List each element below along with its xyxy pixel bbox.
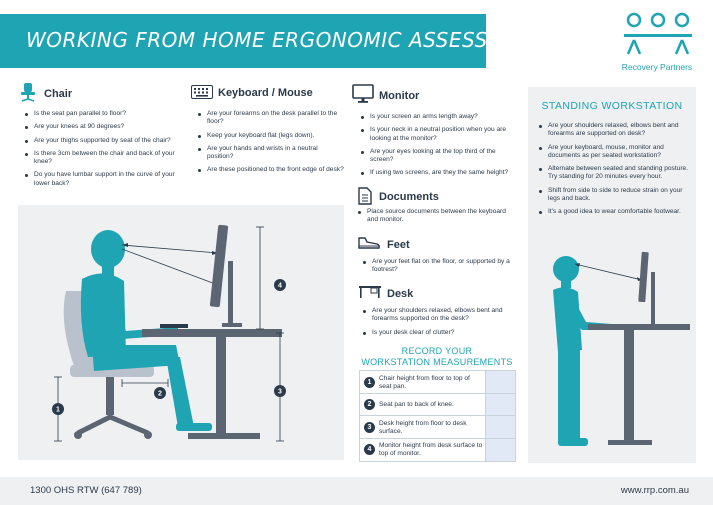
table-row (360, 439, 515, 461)
row-number: 2 (364, 399, 375, 410)
row-number: 4 (364, 444, 375, 455)
desk-icon (358, 285, 382, 299)
desk-heading: Desk (387, 288, 414, 300)
monitor-icon (352, 84, 374, 104)
table-row (360, 394, 515, 416)
chair-heading: Chair (44, 88, 73, 100)
list-item: Is your neck in a neutral position when you are looking at the monitor? (360, 126, 520, 143)
monitor-heading: Monitor (379, 90, 420, 102)
standing-heading: STANDING WORKSTATION (541, 100, 683, 112)
table-row (360, 416, 515, 439)
footer-website[interactable]: www.rrp.com.au (620, 485, 689, 496)
diagram-label-2: 2 (158, 390, 162, 398)
measurements-title-line1: RECORD YOUR (401, 346, 473, 356)
measurement-input[interactable] (485, 439, 515, 461)
page-title: WORKING FROM HOME ERGONOMIC ASSESSMENT (26, 28, 547, 52)
measurement-input[interactable] (485, 371, 515, 393)
list-item: Are your knees at 90 degrees? (24, 123, 192, 131)
list-item: Are your hands and wrists in a neutral position? (197, 145, 345, 162)
list-item: Is the seat pan parallel to floor? (24, 110, 192, 118)
feet-checklist (362, 258, 520, 280)
list-item: Place source documents between the keyboard and monitor. (357, 208, 517, 225)
feet-heading: Feet (387, 239, 410, 251)
document-icon (357, 187, 373, 205)
list-item: If using two screens, are they the same height? (360, 169, 520, 177)
list-item: Keep your keyboard flat (legs down). (197, 132, 345, 140)
row-number: 1 (364, 377, 375, 388)
keyboard-icon (191, 85, 213, 99)
documents-heading: Documents (379, 191, 439, 203)
list-item: It's a good idea to wear comfortable footwear. (538, 208, 690, 216)
list-item: Do you have lumbar support in the curve of your lower back? (24, 171, 192, 188)
measurements-title-line2: WORKSTATION MEASUREMENTS (361, 357, 513, 367)
keyboard-checklist (197, 110, 345, 180)
list-item: Are your shoulders relaxed, elbows bent and forearms supported on the desk? (362, 307, 522, 324)
documents-checklist (357, 208, 517, 230)
list-item: Are these positioned to the front edge of desk? (197, 166, 345, 174)
row-label: Monitor height from desk surface to top of monitor. (379, 442, 483, 457)
list-item: Are your thighs supported by seat of the chair? (24, 137, 192, 145)
footer-phone: 1300 OHS RTW (647 789) (30, 485, 142, 496)
shoe-icon (357, 236, 381, 250)
row-label: Seat pan to back of knee. (379, 401, 454, 408)
list-item: Are your shoulders relaxed, elbows bent and forearms are supported on desk? (538, 122, 690, 139)
desk-checklist (362, 307, 522, 342)
brand-name: Recovery Partners (621, 62, 693, 72)
row-number: 3 (364, 422, 375, 433)
list-item: Is your desk clear of clutter? (362, 329, 522, 337)
measurements-heading (360, 346, 514, 368)
measurements-table (359, 370, 516, 462)
diagram-label-4: 4 (278, 282, 282, 290)
row-label: Chair height from floor to top of seat pan. (379, 375, 470, 390)
list-item: Are your forearms on the desk parallel to the floor? (197, 110, 345, 127)
diagram-label-3: 3 (278, 388, 282, 396)
list-item: Are your eyes looking at the top third of the screen? (360, 148, 520, 165)
measurement-input[interactable] (485, 394, 515, 415)
keyboard-heading: Keyboard / Mouse (218, 87, 313, 99)
monitor-checklist (360, 113, 520, 183)
list-item: Alternate between seated and standing posture. Try standing for 20 minutes every hour. (538, 165, 690, 182)
chair-checklist (24, 110, 192, 193)
standing-checklist (538, 122, 690, 222)
standing-illustration (528, 240, 696, 462)
chair-icon (18, 82, 38, 102)
list-item: Are your feet flat on the floor, or supported by a footrest? (362, 258, 520, 275)
list-item: Are your keyboard, mouse, monitor and documents as per seated workstation? (538, 144, 690, 161)
list-item: Shift from side to side to reduce strain on your legs and back. (538, 187, 690, 204)
diagram-label-1: 1 (56, 406, 60, 414)
list-item: Is your screen an arms length away? (360, 113, 520, 121)
measurement-input[interactable] (485, 416, 515, 438)
list-item: Is there 3cm between the chair and back of your knee? (24, 150, 192, 167)
table-row (360, 371, 515, 394)
seated-illustration (18, 205, 344, 460)
row-label: Desk height from floor to desk surface. (379, 420, 467, 435)
